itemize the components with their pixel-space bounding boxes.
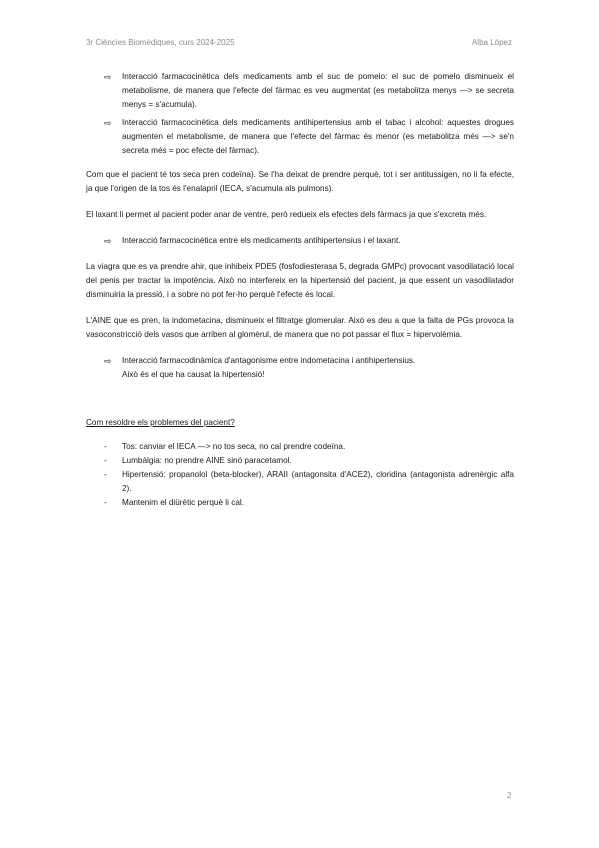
- arrow-right-icon: ⇨: [104, 236, 112, 246]
- paragraph-tos: Com que el pacient té tos seca pren codeïna). Se l'ha deixat de prendre perquè, tot i ser antitussigen, no li fa efecte, ja que l'origen de la tos és l'enalapril (IECA, s'acumula als pulmons).: [86, 170, 514, 193]
- page-content: [86, 70, 514, 510]
- page-number: 2: [507, 791, 512, 800]
- solution-tos: Tos: canviar el IECA —> no tos seca, no cal prendre codeïna.: [122, 442, 346, 451]
- solution-diuretic: Mantenim el diürètic perquè li cal.: [122, 498, 244, 507]
- interaction-aine: Interacció farmacodinàmica d'antagonisme entre indometacina i antihipertensius.: [122, 356, 416, 365]
- solution-hipertensio: Hipertensió: propanolol (beta-blocker), ARAII (antagonsita d'ACE2), cloridina (antagonista adrenèrgic alfa 2).: [122, 470, 514, 493]
- paragraph-laxant: El laxant li permet al pacient poder anar de ventre, però redueix els efectes dels fàrmacs ja que s'excreta més.: [86, 210, 487, 219]
- arrow-right-icon: ⇨: [104, 356, 112, 366]
- interaction-pomelo: Interacció farmacocinètica dels medicaments amb el suc de pomelo: el suc de pomelo disminueix el metabolisme, de manera que l'efecte del fàrmac es veu augmentat (es metabolitza menys —> se secreta menys = s'acumula).: [122, 72, 514, 109]
- arrow-right-icon: ⇨: [104, 72, 112, 82]
- dash-bullet: -: [104, 498, 107, 507]
- dash-bullet: -: [104, 442, 107, 451]
- interaction-tabac: Interacció farmacocinètica dels medicaments antihipertensius amb el tabac i alcohol: aquestes drogues augmenten el metabolisme, de manera que l'efecte del fàrmac és menor (es metabolitza més —> se'n secreta més = poc efecte del fàrmac).: [122, 118, 514, 155]
- list-item: [86, 70, 514, 112]
- list-item: [86, 354, 514, 382]
- interaction-laxant: Interacció farmacocinètica entre els medicaments antihipertensius i el laxant.: [122, 236, 401, 245]
- header-author: Alba López: [471, 38, 512, 47]
- list-item: [86, 496, 514, 510]
- header-course: 3r Ciències Biomèdiques, curs 2024-2025: [86, 38, 235, 47]
- interaction-aine-conclusion: Això és el que ha causat la hipertensió!: [122, 370, 265, 379]
- dash-bullet: -: [104, 470, 107, 479]
- dash-bullet: -: [104, 456, 107, 465]
- page-header: [86, 38, 512, 47]
- list-item: [86, 116, 514, 158]
- solution-lumbalgia: Lumbàlgia: no prendre AINE sinó paracetamol.: [122, 456, 292, 465]
- list-item: [86, 468, 514, 496]
- list-item: [86, 234, 514, 248]
- arrow-right-icon: ⇨: [104, 118, 112, 128]
- list-item: [86, 454, 514, 468]
- list-item: [86, 440, 514, 454]
- section-title: Com resoldre els problemes del pacient?: [86, 418, 235, 427]
- paragraph-aine: L'AINE que es pren, la indometacina, disminueix el filtratge glomerular. Això es deu a que la falta de PGs provoca la vasoconstricció dels vasos que arriben al glomèrul, de manera que no pot passar el flux = hipervolèmia.: [86, 316, 514, 339]
- paragraph-viagra: La viagra que es va prendre ahir, que inhibeix PDE5 (fosfodiesterasa 5, degrada GMPc) provocant vasodilatació local del penis per tractar la impotència. Això no interfereix en la hipertensió del pacient, ja que essent un vasodilatador disminuiria la pressió, i a sobre no pot fer-ho perquè l'efecte és local.: [86, 262, 514, 299]
